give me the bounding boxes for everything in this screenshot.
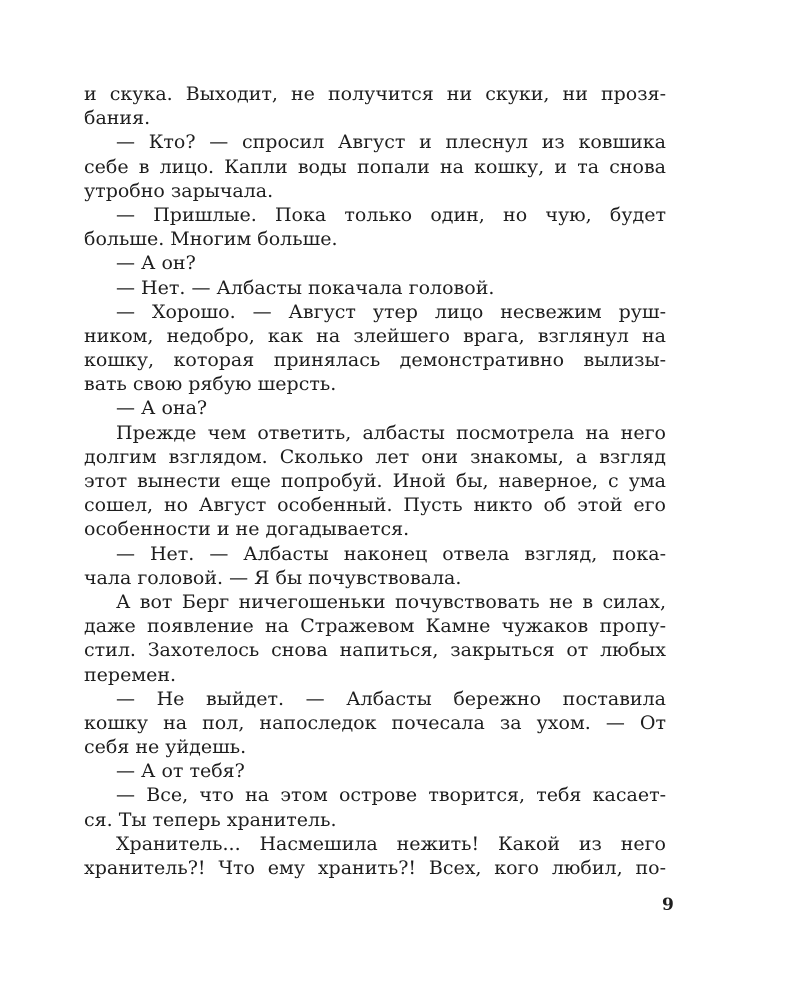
text-line: ся. Ты теперь хранитель. xyxy=(84,808,337,831)
text-line: перемен. xyxy=(84,663,177,686)
text-line: — А от тебя? xyxy=(116,760,245,783)
text-line: Хранитель... Насмешила нежить! Какой из него xyxy=(116,832,666,855)
text-line: — Кто? — спросил Август и плеснул из ковшика xyxy=(116,131,666,154)
text-line: — Нет. — Албасты покачала головой. xyxy=(116,276,495,299)
body-text xyxy=(84,82,666,880)
text-line: чала головой. — Я бы почувствовала. xyxy=(84,566,462,589)
text-line: стил. Захотелось снова напиться, закрыться от любых xyxy=(84,639,666,662)
text-line: — Все, что на этом острове творится, тебя касает- xyxy=(116,784,666,807)
text-line: — А он? xyxy=(116,252,196,275)
text-line: кошку на пол, напоследок почесала за ухом. — От xyxy=(84,711,666,734)
text-line: Прежде чем ответить, албасты посмотрела на него xyxy=(116,421,666,444)
text-line: — Хорошо. — Август утер лицо несвежим руш- xyxy=(116,300,666,323)
text-line: — Пришлые. Пока только один, но чую, будет xyxy=(116,203,666,226)
text-line: кошку, которая принялась демонстративно вылизы- xyxy=(84,349,666,372)
text-line: — Нет. — Албасты наконец отвела взгляд, пока- xyxy=(116,542,666,565)
text-line: особенности и не догадывается. xyxy=(84,518,410,541)
text-line: и скука. Выходит, не получится ни скуки, ни прозя- xyxy=(84,83,666,105)
text-line: хранитель?! Что ему хранить?! Всех, кого любил, по- xyxy=(84,857,666,879)
text-line: — А она? xyxy=(116,397,208,420)
text-line: сошел, но Август особенный. Пусть никто об этой его xyxy=(84,494,666,517)
text-line: этот вынести еще попробуй. Иной бы, наверное, с ума xyxy=(84,470,666,492)
text-line: А вот Берг ничегошеньки почувствовать не в силах, xyxy=(116,590,666,613)
text-line: бания. xyxy=(84,107,151,130)
text-line: вать свою рябую шерсть. xyxy=(84,373,337,396)
text-line: долгим взглядом. Сколько лет они знакомы, а взгляд xyxy=(84,445,666,468)
text-line: себя не уйдешь. xyxy=(84,736,247,759)
text-line: утробно зарычала. xyxy=(84,179,274,202)
text-line: ником, недобро, как на злейшего врага, взглянул на xyxy=(84,324,666,347)
text-line: себе в лицо. Капли воды попали на кошку, и та снова xyxy=(84,155,666,178)
text-line: даже появление на Стражевом Камне чужаков пропу- xyxy=(84,615,666,638)
page-number: 9 xyxy=(662,895,674,915)
text-line: больше. Многим больше. xyxy=(84,228,338,251)
text-line: — Не выйдет. — Албасты бережно поставила xyxy=(116,687,666,710)
